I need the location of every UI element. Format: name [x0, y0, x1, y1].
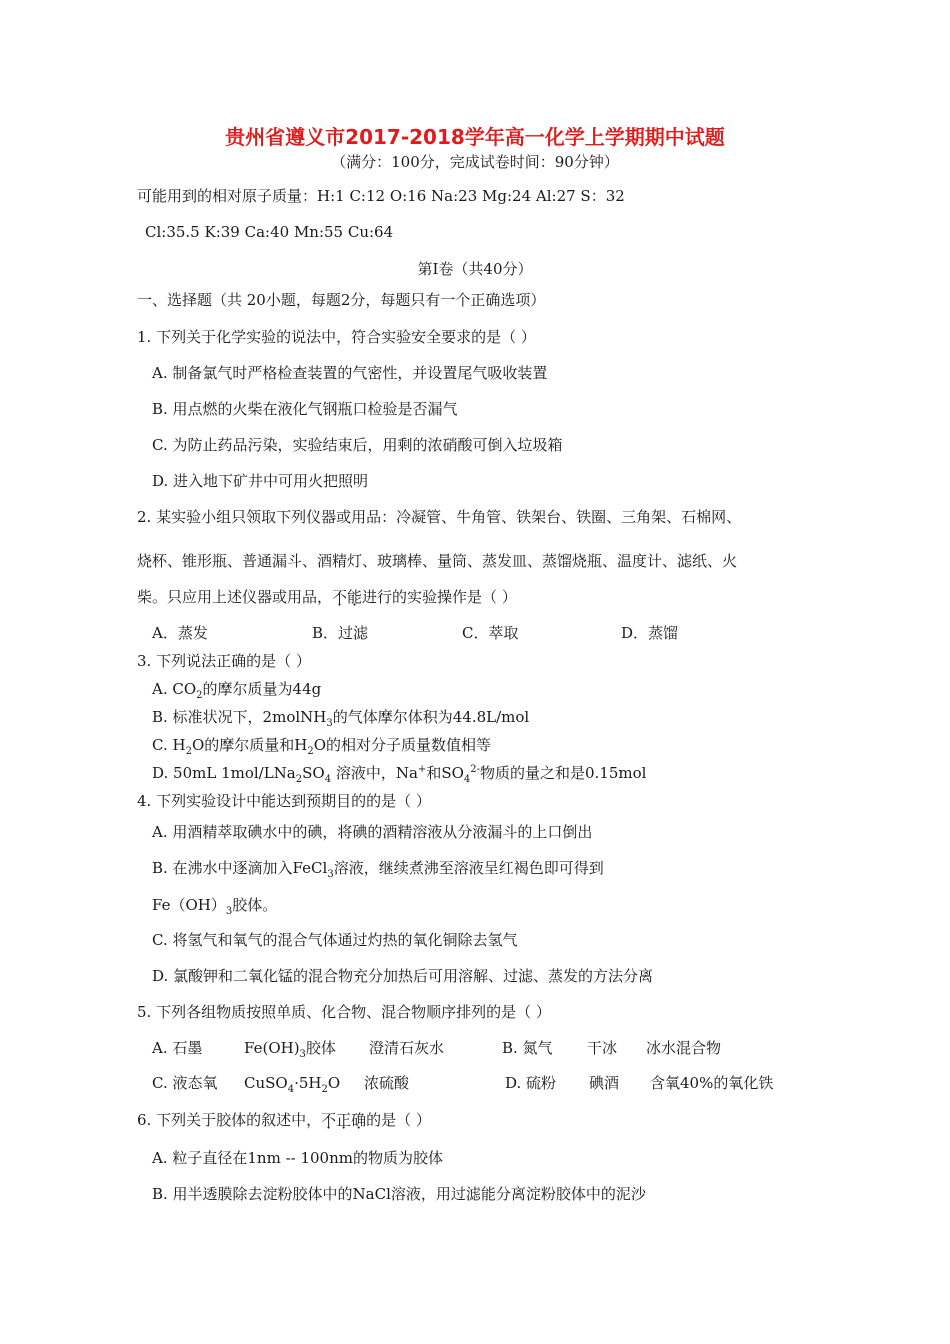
atomic-masses-line-2: Cl:35.5 K:39 Ca:40 Mn:55 Cu:64 [145, 223, 394, 241]
question-3-option-b [152, 707, 529, 727]
question-2-stem-line-2: 烧杯、锥形瓶、普通漏斗、酒精灯、玻璃棒、量筒、蒸发皿、蒸馏烧瓶、温度计、滤纸、火 [137, 552, 738, 570]
question-5-option-b-2: 干冰 [587, 1039, 618, 1057]
option-text: 的摩尔质量为44g [202, 680, 322, 698]
question-3-stem: 3. 下列说法正确的是（ ） [137, 652, 311, 670]
exam-subtitle: （满分：100分，完成试卷时间：90分钟） [331, 153, 619, 171]
question-2-option-a: A．蒸发 [152, 624, 208, 642]
subscript: 2 [295, 774, 303, 785]
atomic-masses-line-1: 可能用到的相对原子质量：H:1 C:12 O:16 Na:23 Mg:24 Al:27 S：32 [137, 187, 625, 205]
question-5-option-d-1: D. 硫粉 [505, 1074, 557, 1092]
question-2-option-d: D．蒸馏 [621, 624, 679, 642]
subscript: 3 [326, 718, 333, 729]
question-2-stem-line-3 [137, 587, 517, 607]
question-6-stem [137, 1110, 431, 1130]
question-5-option-a-3: 澄清石灰水 [369, 1039, 445, 1057]
question-2-option-b: B．过滤 [312, 624, 369, 642]
question-4-option-d: D. 氯酸钾和二氧化锰的混合物充分加热后可用溶解、过滤、蒸发的方法分离 [152, 967, 654, 985]
question-5-option-b-3: 冰水混合物 [646, 1039, 722, 1057]
subscript: 4 [324, 774, 332, 785]
question-6-stem-text: 6. 下列关于胶体的叙述中， [137, 1111, 322, 1129]
option-text: B. 标准状况下，2molNH [152, 708, 327, 726]
option-text: B. 在沸水中逐滴加入FeCl [152, 859, 328, 877]
exam-title: 贵州省遵义市2017-2018学年高一化学上学期期中试题 [225, 125, 725, 149]
question-5-option-c-1: C. 液态氧 [152, 1074, 218, 1092]
question-5-stem: 5. 下列各组物质按照单质、化合物、混合物顺序排列的是（ ） [137, 1003, 551, 1021]
superscript: 2- [470, 764, 481, 775]
option-text: O [327, 1074, 341, 1092]
question-3-option-c [152, 735, 491, 755]
question-5-option-c-3: 浓硫酸 [364, 1074, 410, 1092]
option-text: 溶液中，Na [331, 764, 418, 782]
subscript: 4 [287, 1084, 295, 1095]
question-1-stem: 1. 下列关于化学实验的说法中，符合实验安全要求的是（ ） [137, 328, 536, 346]
question-5-option-c-2 [244, 1073, 340, 1093]
option-text: D. 50mL 1mol/LNa [152, 764, 296, 782]
emphasis-mark: 能 [347, 588, 363, 606]
option-text: 胶体。 [232, 896, 278, 914]
option-text: ·5H [294, 1074, 322, 1092]
question-1-option-c: C. 为防止药品污染，实验结束后，用剩的浓硝酸可倒入垃圾箱 [152, 436, 563, 454]
emphasis-mark: 正 [336, 1111, 352, 1129]
question-6-stem-text: 的是（ ） [366, 1111, 431, 1129]
subscript: 3 [225, 906, 233, 917]
question-3-option-d [152, 763, 646, 783]
question-4-option-c: C. 将氢气和氧气的混合气体通过灼热的氧化铜除去氢气 [152, 931, 518, 949]
superscript: + [417, 764, 427, 775]
question-4-option-b-continued [152, 895, 277, 915]
question-3-option-a [152, 679, 321, 699]
question-5-option-d-2: 碘酒 [589, 1074, 620, 1092]
option-text: 胶体 [305, 1039, 336, 1057]
question-6-option-b: B. 用半透膜除去淀粉胶体中的NaCl溶液，用过滤能分离淀粉胶体中的泥沙 [152, 1185, 646, 1203]
subscript: 2 [185, 746, 192, 757]
option-text: 的气体摩尔体积为44.8L/mol [332, 708, 530, 726]
subscript: 2 [307, 746, 314, 757]
question-6-option-a: A. 粒子直径在1nm -- 100nm的物质为胶体 [152, 1149, 443, 1167]
option-text: Fe（OH） [152, 896, 226, 914]
question-1-option-a: A. 制备氯气时严格检查装置的气密性，并设置尾气吸收装置 [152, 364, 548, 382]
subscript: 4 [463, 774, 471, 785]
option-text: SO [302, 764, 325, 782]
option-text: 溶液，继续煮沸至溶液呈红褐色即可得到 [333, 859, 604, 877]
option-text: Fe(OH) [244, 1039, 300, 1057]
question-5-option-b-1: B. 氮气 [502, 1039, 553, 1057]
option-text: 物质的量之和是0.15mol [480, 764, 647, 782]
option-text: 和SO [426, 764, 464, 782]
question-4-option-b [152, 858, 604, 878]
question-2-stem-text: 进行的实验操作是（ ） [362, 588, 517, 606]
option-text: C. H [152, 736, 186, 754]
emphasis-mark: 不 [332, 588, 348, 606]
option-text: CuSO [244, 1074, 288, 1092]
emphasis-mark: 不 [321, 1111, 337, 1129]
question-2-option-c: C．萃取 [462, 624, 519, 642]
emphasis-mark: 确 [351, 1111, 367, 1129]
question-4-option-a: A. 用酒精萃取碘水中的碘，将碘的酒精溶液从分液漏斗的上口倒出 [152, 823, 593, 841]
question-5-option-d-3: 含氧40%的氧化铁 [650, 1074, 774, 1092]
question-5-option-a-2 [244, 1038, 336, 1058]
subscript: 2 [321, 1084, 328, 1095]
question-1-option-d: D. 进入地下矿井中可用火把照明 [152, 472, 369, 490]
question-5-option-a-1: A. 石墨 [152, 1039, 203, 1057]
subscript: 3 [327, 869, 334, 880]
option-text: O的摩尔质量和H [191, 736, 308, 754]
question-2-stem-text: 柴。只应用上述仪器或用品， [137, 588, 333, 606]
section-heading: 第Ⅰ卷（共40分） [417, 260, 533, 278]
question-1-option-b: B. 用点燃的火柴在液化气钢瓶口检验是否漏气 [152, 400, 458, 418]
subscript: 2 [196, 690, 203, 701]
option-text: O的相对分子质量数值相等 [313, 736, 492, 754]
part-heading: 一、选择题（共 20小题，每题2分，每题只有一个正确选项） [137, 291, 546, 309]
formula-text: A. CO [152, 680, 197, 698]
subscript: 3 [299, 1049, 306, 1060]
question-4-stem: 4. 下列实验设计中能达到预期目的的是（ ） [137, 792, 431, 810]
question-2-stem-line-1: 2. 某实验小组只领取下列仪器或用品：冷凝管、牛角管、铁架台、铁圈、三角架、石棉网、 [137, 508, 742, 526]
